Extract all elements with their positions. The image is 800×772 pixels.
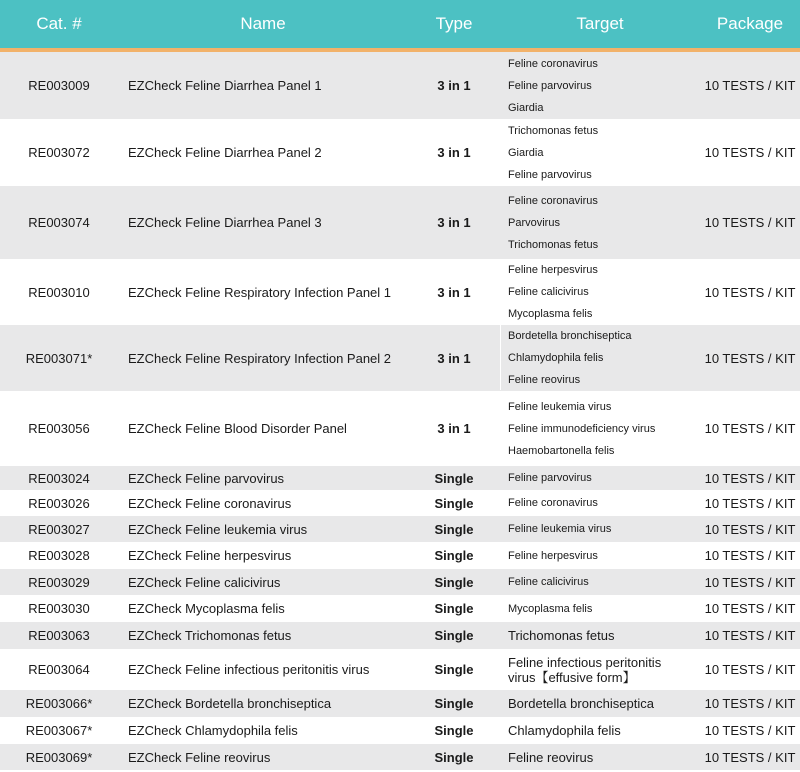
header-type: Type: [435, 14, 473, 33]
package-cell: 10 TESTS / KIT: [704, 662, 796, 677]
target-item: Feline infectious peritonitis: [508, 654, 662, 670]
cat-number-cell: RE003066*: [25, 696, 93, 711]
target-item: Feline coronavirus: [508, 497, 598, 509]
cat-number-cell: RE003029: [28, 574, 90, 590]
type-cell: Single: [434, 749, 474, 765]
type-cell: Single: [434, 574, 474, 590]
type-cell: 3 in 1: [437, 78, 471, 93]
package-cell: 10 TESTS / KIT: [704, 215, 796, 230]
package-cell: 10 TESTS / KIT: [704, 350, 796, 366]
cat-number-cell: RE003056: [28, 421, 90, 436]
cat-number-cell: RE003027: [28, 521, 90, 537]
package-cell: 10 TESTS / KIT: [704, 495, 796, 511]
table-row: [0, 119, 800, 186]
target-item: Feline leukemia virus: [508, 400, 612, 413]
package-cell: 10 TESTS / KIT: [704, 145, 796, 160]
cat-number-cell: RE003074: [28, 215, 90, 230]
product-name-cell: EZCheck Chlamydophila felis: [128, 723, 298, 738]
type-cell: Single: [434, 662, 474, 677]
target-item: Feline herpesvirus: [508, 549, 598, 562]
cat-number-cell: RE003072: [28, 145, 90, 160]
table-row: [0, 717, 800, 744]
target-cell: [500, 744, 700, 770]
table-row: [0, 516, 800, 542]
target-item: Chlamydophila felis: [508, 352, 604, 364]
target-item: Mycoplasma felis: [508, 602, 593, 615]
type-cell: Single: [434, 628, 474, 643]
target-item: Feline leukemia virus: [508, 523, 612, 535]
cat-number-cell: RE003030: [28, 601, 90, 616]
product-name-cell: EZCheck Feline Diarrhea Panel 2: [128, 145, 322, 160]
target-cell: [500, 490, 700, 516]
target-cell: [500, 466, 700, 490]
cat-number-cell: RE003063: [28, 628, 90, 643]
type-cell: Single: [434, 601, 474, 616]
target-item: Giardia: [508, 146, 544, 159]
target-cell: [500, 569, 700, 595]
cat-number-cell: RE003026: [28, 495, 90, 511]
target-item: Giardia: [508, 101, 544, 114]
product-name-cell: EZCheck Bordetella bronchiseptica: [128, 696, 332, 711]
product-name-cell: EZCheck Feline infectious peritonitis virus: [128, 662, 370, 677]
target-cell: [500, 649, 700, 690]
table-row: [0, 622, 800, 649]
package-cell: 10 TESTS / KIT: [704, 78, 796, 93]
table-row: [0, 325, 800, 391]
target-item: Feline coronavirus: [508, 57, 598, 70]
package-cell: 10 TESTS / KIT: [704, 470, 796, 486]
type-cell: Single: [434, 696, 474, 711]
package-cell: 10 TESTS / KIT: [704, 749, 796, 765]
type-cell: Single: [434, 723, 474, 738]
package-cell: 10 TESTS / KIT: [704, 696, 796, 711]
target-cell: [500, 516, 700, 542]
header-package: Package: [716, 14, 784, 33]
target-item: Haemobartonella felis: [508, 444, 615, 457]
package-cell: 10 TESTS / KIT: [704, 574, 796, 590]
target-item: Feline parvovirus: [508, 472, 592, 484]
type-cell: 3 in 1: [437, 421, 471, 436]
type-cell: Single: [434, 521, 474, 537]
cat-number-cell: RE003009: [28, 78, 90, 93]
product-name-cell: EZCheck Feline Diarrhea Panel 3: [128, 215, 322, 230]
table-body: [0, 52, 800, 770]
product-name-cell: EZCheck Feline reovirus: [128, 749, 271, 765]
table-row: [0, 466, 800, 490]
header-cat: Cat. #: [36, 14, 82, 33]
type-cell: Single: [434, 548, 474, 563]
cat-number-cell: RE003069*: [25, 749, 93, 765]
type-cell: 3 in 1: [437, 350, 471, 366]
target-cell: [500, 391, 700, 466]
table-row: [0, 744, 800, 770]
type-cell: Single: [434, 495, 474, 511]
target-item: Feline parvovirus: [508, 168, 592, 181]
target-item: Bordetella bronchiseptica: [508, 330, 632, 342]
package-cell: 10 TESTS / KIT: [704, 628, 796, 643]
cat-number-cell: RE003024: [28, 470, 90, 486]
target-item: Trichomonas fetus: [508, 628, 615, 643]
target-item: Feline reovirus: [508, 749, 594, 765]
header-name: Name: [240, 14, 286, 33]
target-item: Feline calicivirus: [508, 286, 589, 298]
target-item: Feline coronavirus: [508, 194, 598, 207]
package-cell: 10 TESTS / KIT: [704, 548, 796, 563]
package-cell: 10 TESTS / KIT: [704, 601, 796, 616]
target-item: Parvovirus: [508, 216, 560, 229]
product-name-cell: EZCheck Feline leukemia virus: [128, 521, 308, 537]
product-name-cell: EZCheck Feline coronavirus: [128, 495, 292, 511]
product-name-cell: EZCheck Feline calicivirus: [128, 574, 281, 590]
target-item: Feline immunodeficiency virus: [508, 422, 656, 435]
target-cell: [500, 542, 700, 569]
table-row: [0, 391, 800, 466]
header-target: Target: [576, 14, 624, 33]
product-name-cell: EZCheck Mycoplasma felis: [128, 601, 285, 616]
product-name-cell: EZCheck Feline parvovirus: [128, 470, 285, 486]
table-row: [0, 595, 800, 622]
target-item: virus【effusive form】: [508, 669, 636, 685]
type-cell: 3 in 1: [437, 284, 471, 300]
product-name-cell: EZCheck Feline Respiratory Infection Panel 1: [128, 284, 392, 300]
table-row: [0, 690, 800, 717]
target-cell: [500, 186, 700, 259]
package-cell: 10 TESTS / KIT: [704, 723, 796, 738]
column-divider: [500, 324, 501, 390]
target-cell: [500, 52, 700, 119]
table-row: [0, 490, 800, 516]
product-name-cell: EZCheck Feline herpesvirus: [128, 548, 292, 563]
target-cell: [500, 717, 700, 744]
package-cell: 10 TESTS / KIT: [704, 521, 796, 537]
target-cell: [500, 595, 700, 622]
cat-number-cell: RE003067*: [25, 723, 93, 738]
table-row: [0, 569, 800, 595]
cat-number-cell: RE003064: [28, 662, 90, 677]
table-row: [0, 542, 800, 569]
target-item: Feline parvovirus: [508, 79, 592, 92]
target-cell: [500, 690, 700, 717]
target-item: Bordetella bronchiseptica: [508, 696, 654, 711]
target-item: Feline calicivirus: [508, 576, 589, 588]
target-cell: [500, 325, 700, 391]
table-row: [0, 186, 800, 259]
product-name-cell: EZCheck Trichomonas fetus: [128, 628, 292, 643]
type-cell: 3 in 1: [437, 145, 471, 160]
table-row: [0, 259, 800, 325]
cat-number-cell: RE003071*: [25, 350, 93, 366]
target-cell: [500, 622, 700, 649]
product-name-cell: EZCheck Feline Respiratory Infection Panel 2: [128, 350, 392, 366]
target-cell: [500, 119, 700, 186]
type-cell: Single: [434, 470, 474, 486]
product-name-cell: EZCheck Feline Blood Disorder Panel: [128, 421, 347, 436]
target-item: Mycoplasma felis: [508, 308, 593, 320]
target-item: Feline herpesvirus: [508, 264, 598, 276]
package-cell: 10 TESTS / KIT: [704, 421, 796, 436]
type-cell: 3 in 1: [437, 215, 471, 230]
product-name-cell: EZCheck Feline Diarrhea Panel 1: [128, 78, 322, 93]
target-item: Chlamydophila felis: [508, 723, 621, 738]
cat-number-cell: RE003028: [28, 548, 90, 563]
table-row: [0, 52, 800, 119]
table-header: [0, 0, 800, 52]
table-row: [0, 649, 800, 690]
target-item: Trichomonas fetus: [508, 238, 599, 251]
target-item: Trichomonas fetus: [508, 124, 599, 137]
package-cell: 10 TESTS / KIT: [704, 284, 796, 300]
cat-number-cell: RE003010: [28, 284, 90, 300]
target-item: Feline reovirus: [508, 374, 581, 386]
target-cell: [500, 259, 700, 325]
